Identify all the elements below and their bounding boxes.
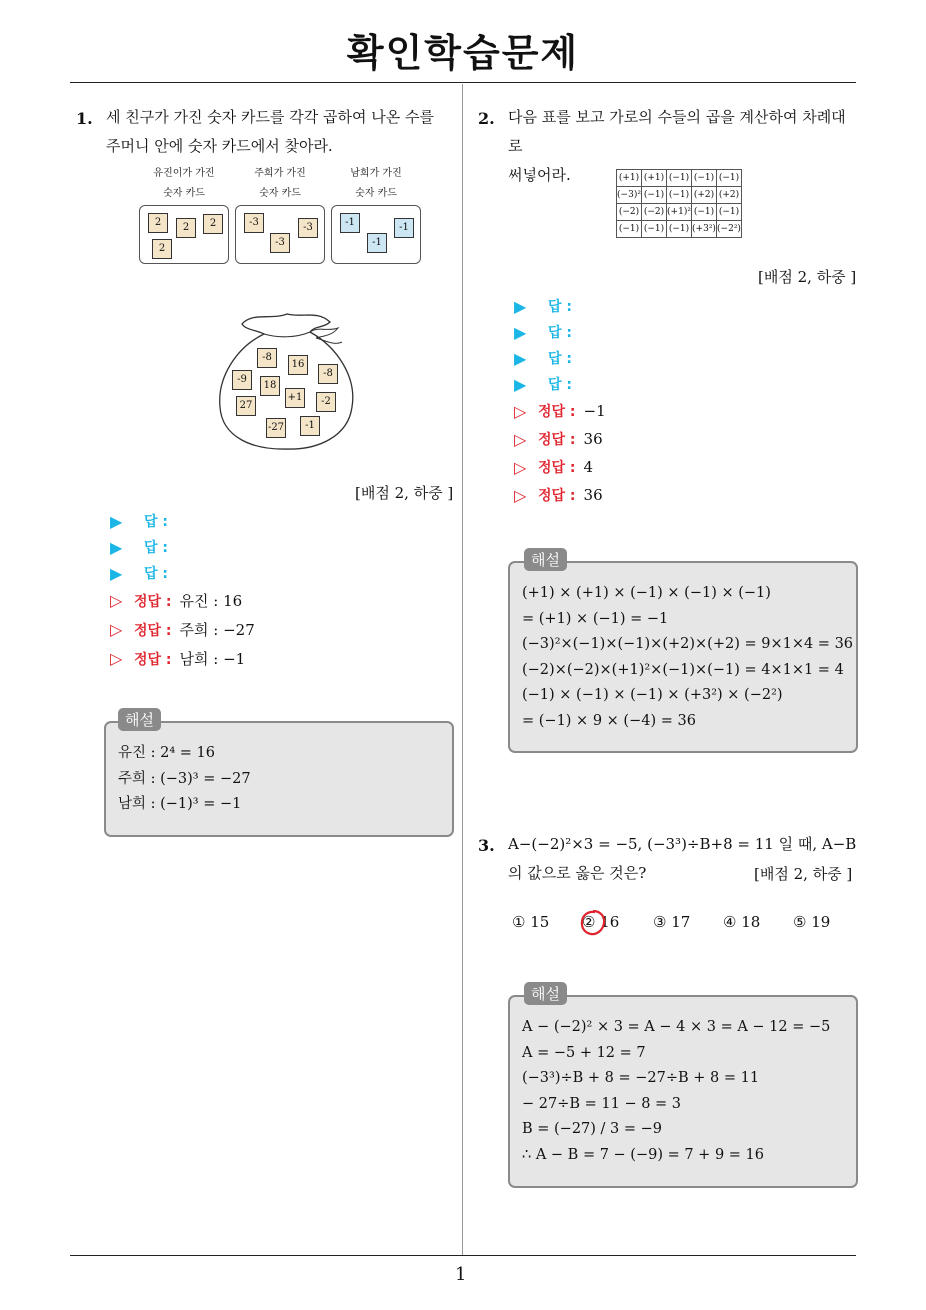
q1-group3-caption — [330, 164, 422, 204]
page-title: 확인학습문제 — [346, 31, 580, 75]
play-icon: ▶ — [514, 296, 527, 316]
q3-text-line2: 의 값으로 옳은 것은? — [508, 864, 647, 882]
number-card: 16 — [288, 355, 308, 375]
q3-number: 3. — [478, 836, 495, 855]
q1-answers — [110, 508, 450, 673]
header-rule — [70, 82, 856, 83]
q2-explanation-box — [508, 561, 858, 753]
table-cell: (−2) — [617, 204, 642, 221]
q1-group3-box — [331, 205, 421, 264]
number-card: -3 — [270, 233, 290, 253]
q1-explanation-box — [104, 721, 454, 837]
table-row — [617, 170, 742, 187]
table-cell: (+2) — [717, 187, 742, 204]
key-row — [514, 397, 854, 425]
number-card: 27 — [236, 396, 256, 416]
key-label: 정답 : — [134, 593, 172, 610]
explanation-line: 주희 : (−3)³ = −27 — [118, 770, 251, 787]
answer-label: 답 : — [548, 325, 572, 341]
number-card: -1 — [394, 218, 414, 238]
q1-pouch-figure — [212, 302, 362, 452]
key-label: 정답 : — [538, 488, 576, 504]
explanation-line: 남희 : (−1)³ = −1 — [118, 796, 242, 812]
triangle-outline-icon: ▷ — [110, 649, 123, 668]
number-card: -1 — [300, 416, 320, 436]
table-cell: (−1) — [692, 204, 717, 221]
number-card: 2 — [203, 214, 223, 234]
key-value: −1 — [583, 402, 606, 420]
answer-row[interactable] — [514, 293, 854, 319]
play-icon: ▶ — [110, 511, 123, 531]
explanation-line: − 27÷B = 11 − 8 = 3 — [522, 1095, 682, 1112]
choice-4[interactable]: ④ 18 — [723, 913, 761, 931]
q1-number: 1. — [76, 109, 93, 128]
key-label: 정답 : — [538, 460, 576, 476]
q1-group2-caption — [234, 164, 326, 204]
q1-text — [106, 103, 462, 161]
number-card: -1 — [340, 213, 360, 233]
key-value: 36 — [583, 486, 603, 504]
number-card: -9 — [232, 370, 252, 390]
play-icon: ▶ — [514, 348, 527, 368]
table-cell: (−3)² — [617, 187, 642, 204]
key-row — [110, 644, 450, 673]
answer-label: 답 : — [144, 566, 168, 582]
play-icon: ▶ — [110, 563, 123, 583]
answer-row[interactable] — [110, 534, 450, 560]
number-card: +1 — [285, 388, 305, 408]
explanation-line: A − (−2)² × 3 = A − 4 × 3 = A − 12 = −5 — [522, 1019, 831, 1035]
q3-explanation-tag: 해설 — [524, 982, 567, 1005]
explanation-line: 유진 : 2⁴ = 16 — [118, 745, 215, 761]
number-card: -1 — [367, 233, 387, 253]
table-cell: (−1) — [717, 170, 742, 187]
explanation-line: = (−1) × 9 × (−4) = 36 — [522, 712, 696, 729]
table-cell: (−1) — [667, 221, 692, 238]
answer-row[interactable] — [514, 371, 854, 397]
table-cell: (−1) — [692, 170, 717, 187]
q1-group1-caption — [138, 164, 230, 204]
number-card: -3 — [244, 213, 264, 233]
answer-row[interactable] — [514, 319, 854, 345]
table-cell: (+1)² — [667, 204, 692, 221]
q3-score: [배점 2, 하중 ] — [754, 865, 853, 883]
q1-group3-caption-line2: 숫자 카드 — [355, 188, 397, 199]
number-card: -8 — [318, 364, 338, 384]
answer-label: 답 : — [144, 514, 168, 530]
explanation-line: A = −5 + 12 = 7 — [522, 1044, 646, 1061]
key-row — [514, 481, 854, 509]
choice-1[interactable]: ① 15 — [512, 913, 550, 931]
triangle-outline-icon: ▷ — [110, 591, 123, 610]
q3-text-line1: A−(−2)²×3 = −5, (−3³)÷B+8 = 11 일 때, A−B — [508, 835, 857, 853]
number-card: -2 — [316, 392, 336, 412]
explanation-line: (−3³)÷B + 8 = −27÷B + 8 = 11 — [522, 1070, 760, 1086]
table-row — [617, 221, 742, 238]
key-value: 4 — [583, 458, 594, 476]
play-icon: ▶ — [110, 537, 123, 557]
explanation-line: (+1) × (+1) × (−1) × (−1) × (−1) — [522, 585, 771, 601]
q2-text-line2: 써넣어라. — [508, 166, 571, 184]
key-row — [514, 425, 854, 453]
q1-text-line1: 세 친구가 가진 숫자 카드를 각각 곱하여 나온 수를 — [106, 108, 434, 126]
choice-5[interactable]: ⑤ 19 — [793, 913, 831, 931]
key-label: 정답 : — [134, 622, 172, 639]
explanation-line: B = (−27) / 3 = −9 — [522, 1121, 663, 1137]
q1-group1-caption-line2: 숫자 카드 — [163, 188, 205, 199]
choice-2[interactable]: ② 16 — [582, 913, 620, 931]
q1-text-line2: 주머니 안에 숫자 카드에서 찾아라. — [106, 137, 333, 155]
q3-choices — [512, 912, 852, 936]
table-cell: (+2) — [692, 187, 717, 204]
q2-explanation-tag: 해설 — [524, 548, 567, 571]
table-cell: (−1) — [667, 170, 692, 187]
key-label: 정답 : — [538, 404, 576, 420]
number-card: -8 — [257, 348, 277, 368]
q2-text-line1: 다음 표를 보고 가로의 수들의 곱을 계산하여 차례대로 — [508, 108, 846, 155]
table-cell: (−1) — [642, 187, 667, 204]
key-row — [514, 453, 854, 481]
column-divider — [462, 84, 463, 1256]
table-cell: (−1) — [642, 221, 667, 238]
answer-label: 답 : — [548, 351, 572, 367]
q1-explanation-tag: 해설 — [118, 708, 161, 731]
number-card: 2 — [148, 213, 168, 233]
triangle-outline-icon: ▷ — [514, 457, 527, 477]
answer-row[interactable] — [514, 345, 854, 371]
key-row — [110, 615, 450, 644]
page-number: 1 — [455, 1264, 467, 1285]
key-value: 주희 : −27 — [179, 621, 255, 639]
explanation-line: (−2)×(−2)×(+1)²×(−1)×(−1) = 4×1×1 = 4 — [522, 661, 844, 678]
answer-row[interactable] — [110, 508, 450, 534]
triangle-outline-icon: ▷ — [514, 429, 527, 449]
table-cell: (−1) — [717, 204, 742, 221]
q2-score: [배점 2, 하중 ] — [758, 268, 857, 286]
table-row — [617, 187, 742, 204]
number-card: 2 — [176, 218, 196, 238]
selected-circle-icon — [578, 908, 608, 938]
choice-3[interactable]: ③ 17 — [653, 913, 691, 931]
key-value: 남희 : −1 — [179, 650, 246, 668]
number-card: 18 — [260, 376, 280, 396]
number-card: -27 — [266, 418, 286, 438]
key-row — [110, 586, 450, 615]
table-cell: (−2²) — [717, 221, 742, 238]
q2-table-figure — [616, 169, 742, 238]
footer-rule — [70, 1255, 856, 1256]
q2-number: 2. — [478, 109, 495, 128]
q1-score: [배점 2, 하중 ] — [355, 484, 454, 502]
q2-table — [616, 169, 742, 238]
answer-label: 답 : — [144, 540, 168, 556]
q1-group2-caption-line1: 주희가 가진 — [254, 168, 306, 179]
number-card: -3 — [298, 218, 318, 238]
key-label: 정답 : — [538, 432, 576, 448]
table-cell: (+1) — [642, 170, 667, 187]
explanation-line: = (+1) × (−1) = −1 — [522, 610, 669, 627]
number-card: 2 — [152, 239, 172, 259]
play-icon: ▶ — [514, 374, 527, 394]
table-cell: (−2) — [642, 204, 667, 221]
q1-group1-caption-line1: 유진이가 가진 — [153, 168, 215, 179]
triangle-outline-icon: ▷ — [110, 620, 123, 639]
explanation-line: (−1) × (−1) × (−1) × (+3²) × (−2²) — [522, 687, 783, 703]
answer-row[interactable] — [110, 560, 450, 586]
q1-group3-caption-line1: 남희가 가진 — [350, 168, 402, 179]
table-cell: (+1) — [617, 170, 642, 187]
table-cell: (+3²) — [692, 221, 717, 238]
key-value: 유진 : 16 — [179, 592, 243, 610]
table-cell: (−1) — [617, 221, 642, 238]
q1-group1-box — [139, 205, 229, 264]
table-row — [617, 204, 742, 221]
q1-group2-box — [235, 205, 325, 264]
answer-label: 답 : — [548, 377, 572, 393]
table-cell: (−1) — [667, 187, 692, 204]
triangle-outline-icon: ▷ — [514, 485, 527, 505]
triangle-outline-icon: ▷ — [514, 401, 527, 421]
key-label: 정답 : — [134, 651, 172, 668]
answer-label: 답 : — [548, 299, 572, 315]
key-value: 36 — [583, 430, 603, 448]
q2-answers — [514, 293, 854, 509]
explanation-line: (−3)²×(−1)×(−1)×(+2)×(+2) = 9×1×4 = 36 — [522, 636, 854, 652]
explanation-line: ∴ A − B = 7 − (−9) = 7 + 9 = 16 — [522, 1146, 764, 1163]
q3-explanation-box — [508, 995, 858, 1188]
play-icon: ▶ — [514, 322, 527, 342]
q1-card-figure — [138, 164, 422, 268]
q1-group2-caption-line2: 숫자 카드 — [259, 188, 301, 199]
